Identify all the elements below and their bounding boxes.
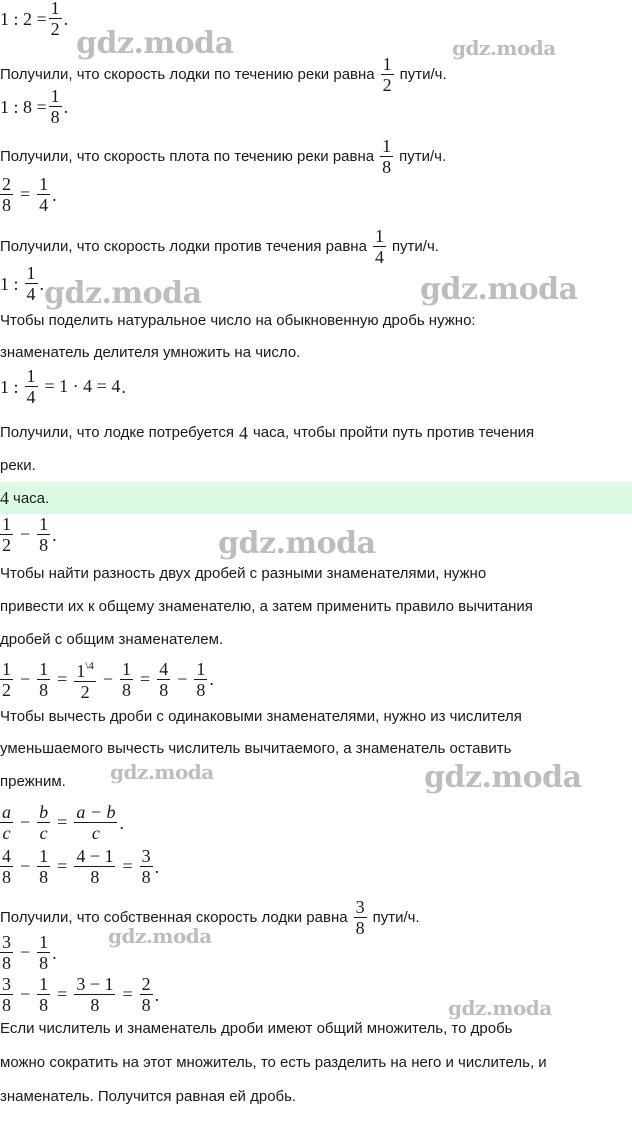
result-boat-upstream: Получили, что скорость лодки против течения равна 1 4 пути/ч. xyxy=(0,226,439,267)
expression-three-eighths-minus-eighth: 3 8 − $\frac{1}{8}$ . xyxy=(2,932,57,973)
rule-same-denominators-line1: Чтобы вычесть дроби с одинаковыми знаменателями, нужно из числителя xyxy=(0,708,522,725)
watermark: gdz.moda xyxy=(218,526,376,561)
rule-divide-by-fraction-line2: знаменатель делителя умножить на число. xyxy=(0,344,301,361)
equation-three-eighths-minus-eighth: 3 8 − $\frac{1}{8}$ = $\frac{3 - 1}{8}$ = $\frac{2}{8}$ . xyxy=(2,974,160,1015)
result-raft-downstream: Получили, что скорость плота по течению реки равна 1 8 пути/ч. xyxy=(0,136,447,177)
fraction: $\frac{1}{8}$ xyxy=(39,658,49,700)
rule-different-denominators-line2: привести их к общему знаменателю, а затем применить правило вычитания xyxy=(0,598,533,615)
rule-different-denominators-line3: дробей с общим знаменателем. xyxy=(0,631,224,648)
fraction: $\frac{a - b}{c}$ xyxy=(76,802,116,843)
watermark: gdz.moda xyxy=(76,26,234,61)
formula-same-denominators: a c − $\frac{b}{c}$ = $\frac{a - b}{c}$ . xyxy=(2,802,124,843)
equation-1-div-quarter: 1 : 1 4 . xyxy=(0,263,45,304)
fraction: $\frac{4 - 1}{8}$ xyxy=(76,846,114,887)
answer-value: 4 xyxy=(0,488,9,508)
fraction: 1 4 xyxy=(374,226,384,267)
expression-half-minus-eighth: 1 2 − $\frac{1}{8}$ . xyxy=(2,514,57,555)
fraction: 1 2 xyxy=(2,514,11,555)
fraction: 3 8 xyxy=(2,974,11,1015)
fraction: a c xyxy=(2,802,11,843)
fraction: 1 2 xyxy=(382,54,392,95)
equation-two-eighths: $\frac{2}{8}$ = $\frac{1}{4}$ . xyxy=(2,174,57,215)
expr: 1 : 2 = xyxy=(0,8,47,29)
fraction: 1 2 xyxy=(2,658,11,700)
equation-1-div-quarter-result: 1 : $\frac{1}{4}$ = 1 · 4 = 4 . xyxy=(0,366,126,407)
result-own-speed: Получили, что собственная скорость лодки равна 3 8 пути/ч. xyxy=(0,897,420,938)
fraction: $\frac{1}{8}$ xyxy=(39,514,49,555)
fraction-with-multiplier: $\frac{1^{\backslash 4}}{2}$ xyxy=(74,656,96,702)
fraction: 1 4 xyxy=(26,263,36,304)
fraction: $\frac{1}{4}$ xyxy=(39,174,49,215)
answer-unit: часа. xyxy=(13,489,50,507)
fraction: $\frac{1}{8}$ xyxy=(39,846,49,887)
rule-divide-by-fraction-line1: Чтобы поделить натуральное число на обыкновенную дробь нужно: xyxy=(0,312,476,329)
equation-four-eighths-minus-eighth: 4 8 − $\frac{1}{8}$ = $\frac{4 - 1}{8}$ = $\frac{3}{8}$ . xyxy=(2,846,160,887)
fraction: $\frac{1}{8}$ xyxy=(39,974,49,1015)
fraction: $\frac{1}{8}$ xyxy=(50,86,60,127)
fraction: $\frac{1}{8}$ xyxy=(196,658,206,700)
fraction: $\frac{1}{8}$ xyxy=(122,658,132,700)
fraction: $\frac{3}{8}$ xyxy=(141,846,151,887)
rule-same-denominators-line3: прежним. xyxy=(0,773,66,790)
rule-same-denominators-line2: уменьшаемого вычесть числитель вычитаемого, а знаменатель оставить xyxy=(0,740,512,757)
fraction: 1 8 xyxy=(382,136,392,177)
answer-box xyxy=(0,482,632,514)
fraction: $\frac{2}{8}$ xyxy=(141,974,151,1015)
fraction: 3 8 xyxy=(355,897,365,938)
fraction: $\frac{2}{8}$ xyxy=(2,174,11,215)
rule-different-denominators-line1: Чтобы найти разность двух дробей с разными знаменателями, нужно xyxy=(0,565,487,582)
fraction: 4 8 xyxy=(2,846,11,887)
fraction: 3 8 xyxy=(2,932,11,973)
fraction: $\frac{1}{4}$ xyxy=(26,366,36,407)
watermark: gdz.moda xyxy=(420,272,578,307)
equation-1-div-8: 1 : 8 = $\frac{1}{8}$ . xyxy=(0,86,69,127)
result-time-line1: Получили, что лодке потребуется 4 часа, чтобы пройти путь против течения xyxy=(0,423,535,443)
rule-reduce-fraction-line2: можно сократить на этот множитель, то есть разделить на него и числитель, и xyxy=(0,1054,547,1071)
fraction: $\frac{1}{8}$ xyxy=(39,932,49,973)
fraction: $\frac{4}{8}$ xyxy=(159,658,169,700)
result-boat-downstream: Получили, что скорость лодки по течению реки равна 1 2 пути/ч. xyxy=(0,54,447,95)
equation-1-div-2: 1 : 2 = $\frac{1}{2}$ . xyxy=(0,0,69,39)
watermark: gdz.moda xyxy=(448,996,552,1020)
fraction: $\frac{1}{2}$ xyxy=(50,0,60,39)
watermark: gdz.moda xyxy=(424,760,582,795)
watermark: gdz.moda xyxy=(44,276,202,311)
watermark: gdz.moda xyxy=(110,760,214,784)
rule-reduce-fraction-line3: знаменатель. Получится равная ей дробь. xyxy=(0,1088,297,1105)
fraction: $\frac{3 - 1}{8}$ xyxy=(76,974,114,1015)
watermark: gdz.moda xyxy=(108,924,212,948)
rule-reduce-fraction-line1: Если числитель и знаменатель дроби имеют общий множитель, то дробь xyxy=(0,1020,513,1037)
watermark: gdz.moda xyxy=(452,36,556,60)
equation-common-denominator: 1 2 − $\frac{1}{8}$ = $\frac{1^{\backslash 4}}{2}$ − $\frac{1}{8}$ = $\frac{4}{8}$ − $\frac{1}{8}$ . xyxy=(0,656,214,702)
fraction: $\frac{b}{c}$ xyxy=(39,802,49,843)
result-time-line2: реки. xyxy=(0,457,36,474)
